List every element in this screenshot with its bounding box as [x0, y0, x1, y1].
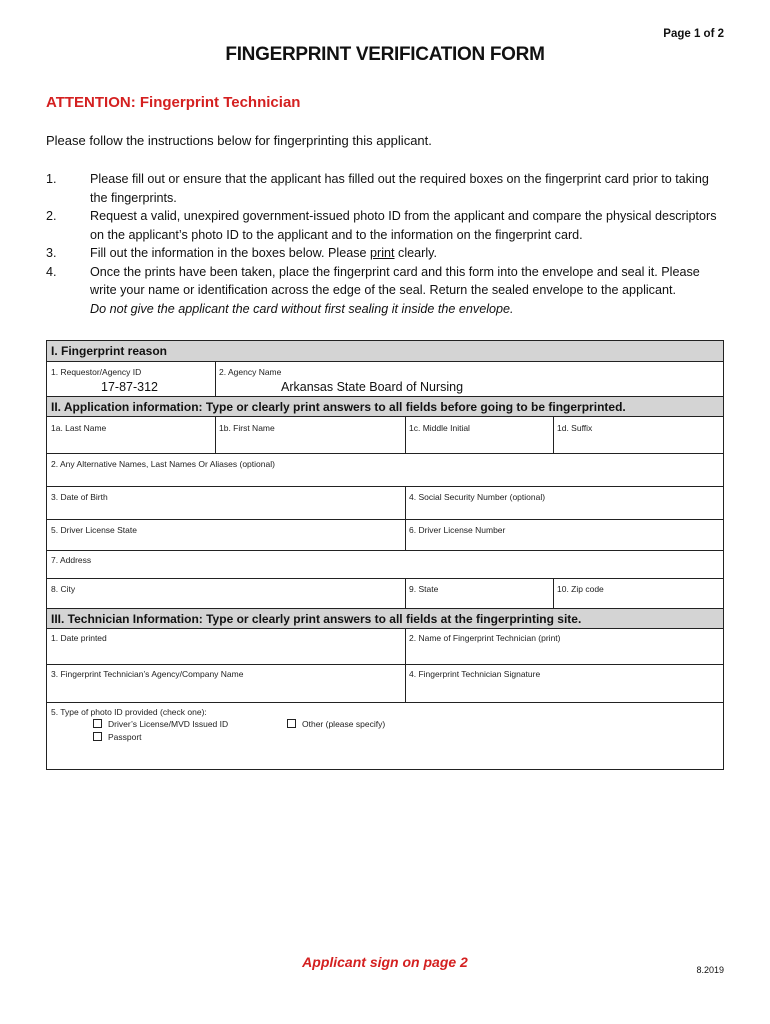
instruction-text: Please fill out or ensure that the applicant has filled out the required boxes on the fingerprint card prior to taking the fingerprints. — [90, 172, 709, 205]
driver-license-state-field[interactable]: 5. Driver License State — [51, 525, 137, 535]
instruction-text — [90, 244, 726, 263]
instruction-number: 2. — [46, 209, 57, 223]
section-2-header: II. Application information: Type or clearly print answers to all fields before going to be fingerprinted. — [47, 396, 723, 417]
instruction-item — [46, 263, 726, 319]
applicant-sign-note: Applicant sign on page 2 — [302, 954, 468, 970]
instruction-text-part: Fill out the information in the boxes below. Please — [90, 246, 371, 260]
section-1-header: I. Fingerprint reason — [47, 341, 723, 362]
photo-id-type-label: 5. Type of photo ID provided (check one): — [51, 707, 207, 717]
option-drivers-license[interactable] — [93, 719, 228, 729]
option-passport[interactable] — [93, 732, 142, 742]
option-label: Passport — [108, 732, 142, 742]
instruction-number: 3. — [46, 246, 57, 260]
form-title: FINGERPRINT VERIFICATION FORM — [225, 44, 545, 65]
zip-code-field[interactable]: 10. Zip code — [557, 584, 604, 594]
address-field[interactable]: 7. Address — [51, 555, 92, 565]
requestor-label: 1. Requestor/Agency ID — [51, 367, 142, 377]
technician-name-field[interactable]: 2. Name of Fingerprint Technician (print) — [409, 633, 561, 643]
technician-agency-field[interactable]: 3. Fingerprint Technician’s Agency/Company Name — [51, 669, 244, 679]
option-label: Other (please specify) — [302, 719, 386, 729]
instruction-item — [46, 207, 726, 244]
instruction-underline: print — [370, 246, 395, 260]
section-3-header: III. Technician Information: Type or clearly print answers to all fields at the fingerprinting site. — [47, 608, 723, 629]
page-number: Page 1 of 2 — [663, 28, 724, 40]
form-version: 8.2019 — [696, 965, 724, 975]
instruction-item — [46, 244, 726, 263]
requestor-id-value[interactable]: 17-87-312 — [101, 380, 158, 394]
instruction-number: 4. — [46, 264, 57, 279]
option-other[interactable] — [287, 719, 385, 729]
instruction-italic-warning: Do not give the applicant the card without first sealing it inside the envelope. — [90, 301, 514, 316]
instruction-text: Request a valid, unexpired government-issued photo ID from the applicant and compare the physical descriptors on the applicant’s photo ID to the applicant and to the information on the fingerprint card. — [90, 209, 717, 242]
instruction-list — [46, 170, 726, 318]
option-label: Driver’s License/MVD Issued ID — [108, 719, 229, 729]
last-name-field[interactable]: 1a. Last Name — [51, 423, 107, 433]
instruction-text-part: Once the prints have been taken, place the fingerprint card and this form into the envelope and seal it. Please write your name or identification across the edge of the seal. Return the sealed envelope to the applicant. — [90, 264, 700, 297]
state-field[interactable]: 9. State — [409, 584, 439, 594]
agency-name-label: 2. Agency Name — [219, 367, 282, 377]
suffix-field[interactable]: 1d. Suffix — [557, 423, 593, 433]
instruction-text-part: clearly. — [394, 246, 437, 260]
checkbox-icon[interactable] — [93, 719, 102, 728]
checkbox-icon[interactable] — [287, 719, 296, 728]
middle-initial-field[interactable]: 1c. Middle Initial — [409, 423, 470, 433]
instruction-item — [46, 170, 726, 207]
aliases-field[interactable]: 2. Any Alternative Names, Last Names Or Aliases (optional) — [51, 459, 275, 469]
checkbox-icon[interactable] — [93, 732, 102, 741]
attention-heading: ATTENTION: Fingerprint Technician — [46, 94, 301, 111]
ssn-field[interactable]: 4. Social Security Number (optional) — [409, 492, 546, 502]
first-name-field[interactable]: 1b. First Name — [219, 423, 275, 433]
verification-form — [46, 340, 724, 770]
date-of-birth-field[interactable]: 3. Date of Birth — [51, 492, 108, 502]
agency-name-value[interactable]: Arkansas State Board of Nursing — [281, 380, 464, 394]
city-field[interactable]: 8. City — [51, 584, 76, 594]
date-printed-field[interactable]: 1. Date printed — [51, 633, 107, 643]
instruction-text — [90, 263, 726, 319]
instruction-number: 1. — [46, 172, 57, 186]
technician-signature-field[interactable]: 4. Fingerprint Technician Signature — [409, 669, 541, 679]
driver-license-number-field[interactable]: 6. Driver License Number — [409, 525, 506, 535]
intro-text: Please follow the instructions below for fingerprinting this applicant. — [46, 133, 432, 148]
